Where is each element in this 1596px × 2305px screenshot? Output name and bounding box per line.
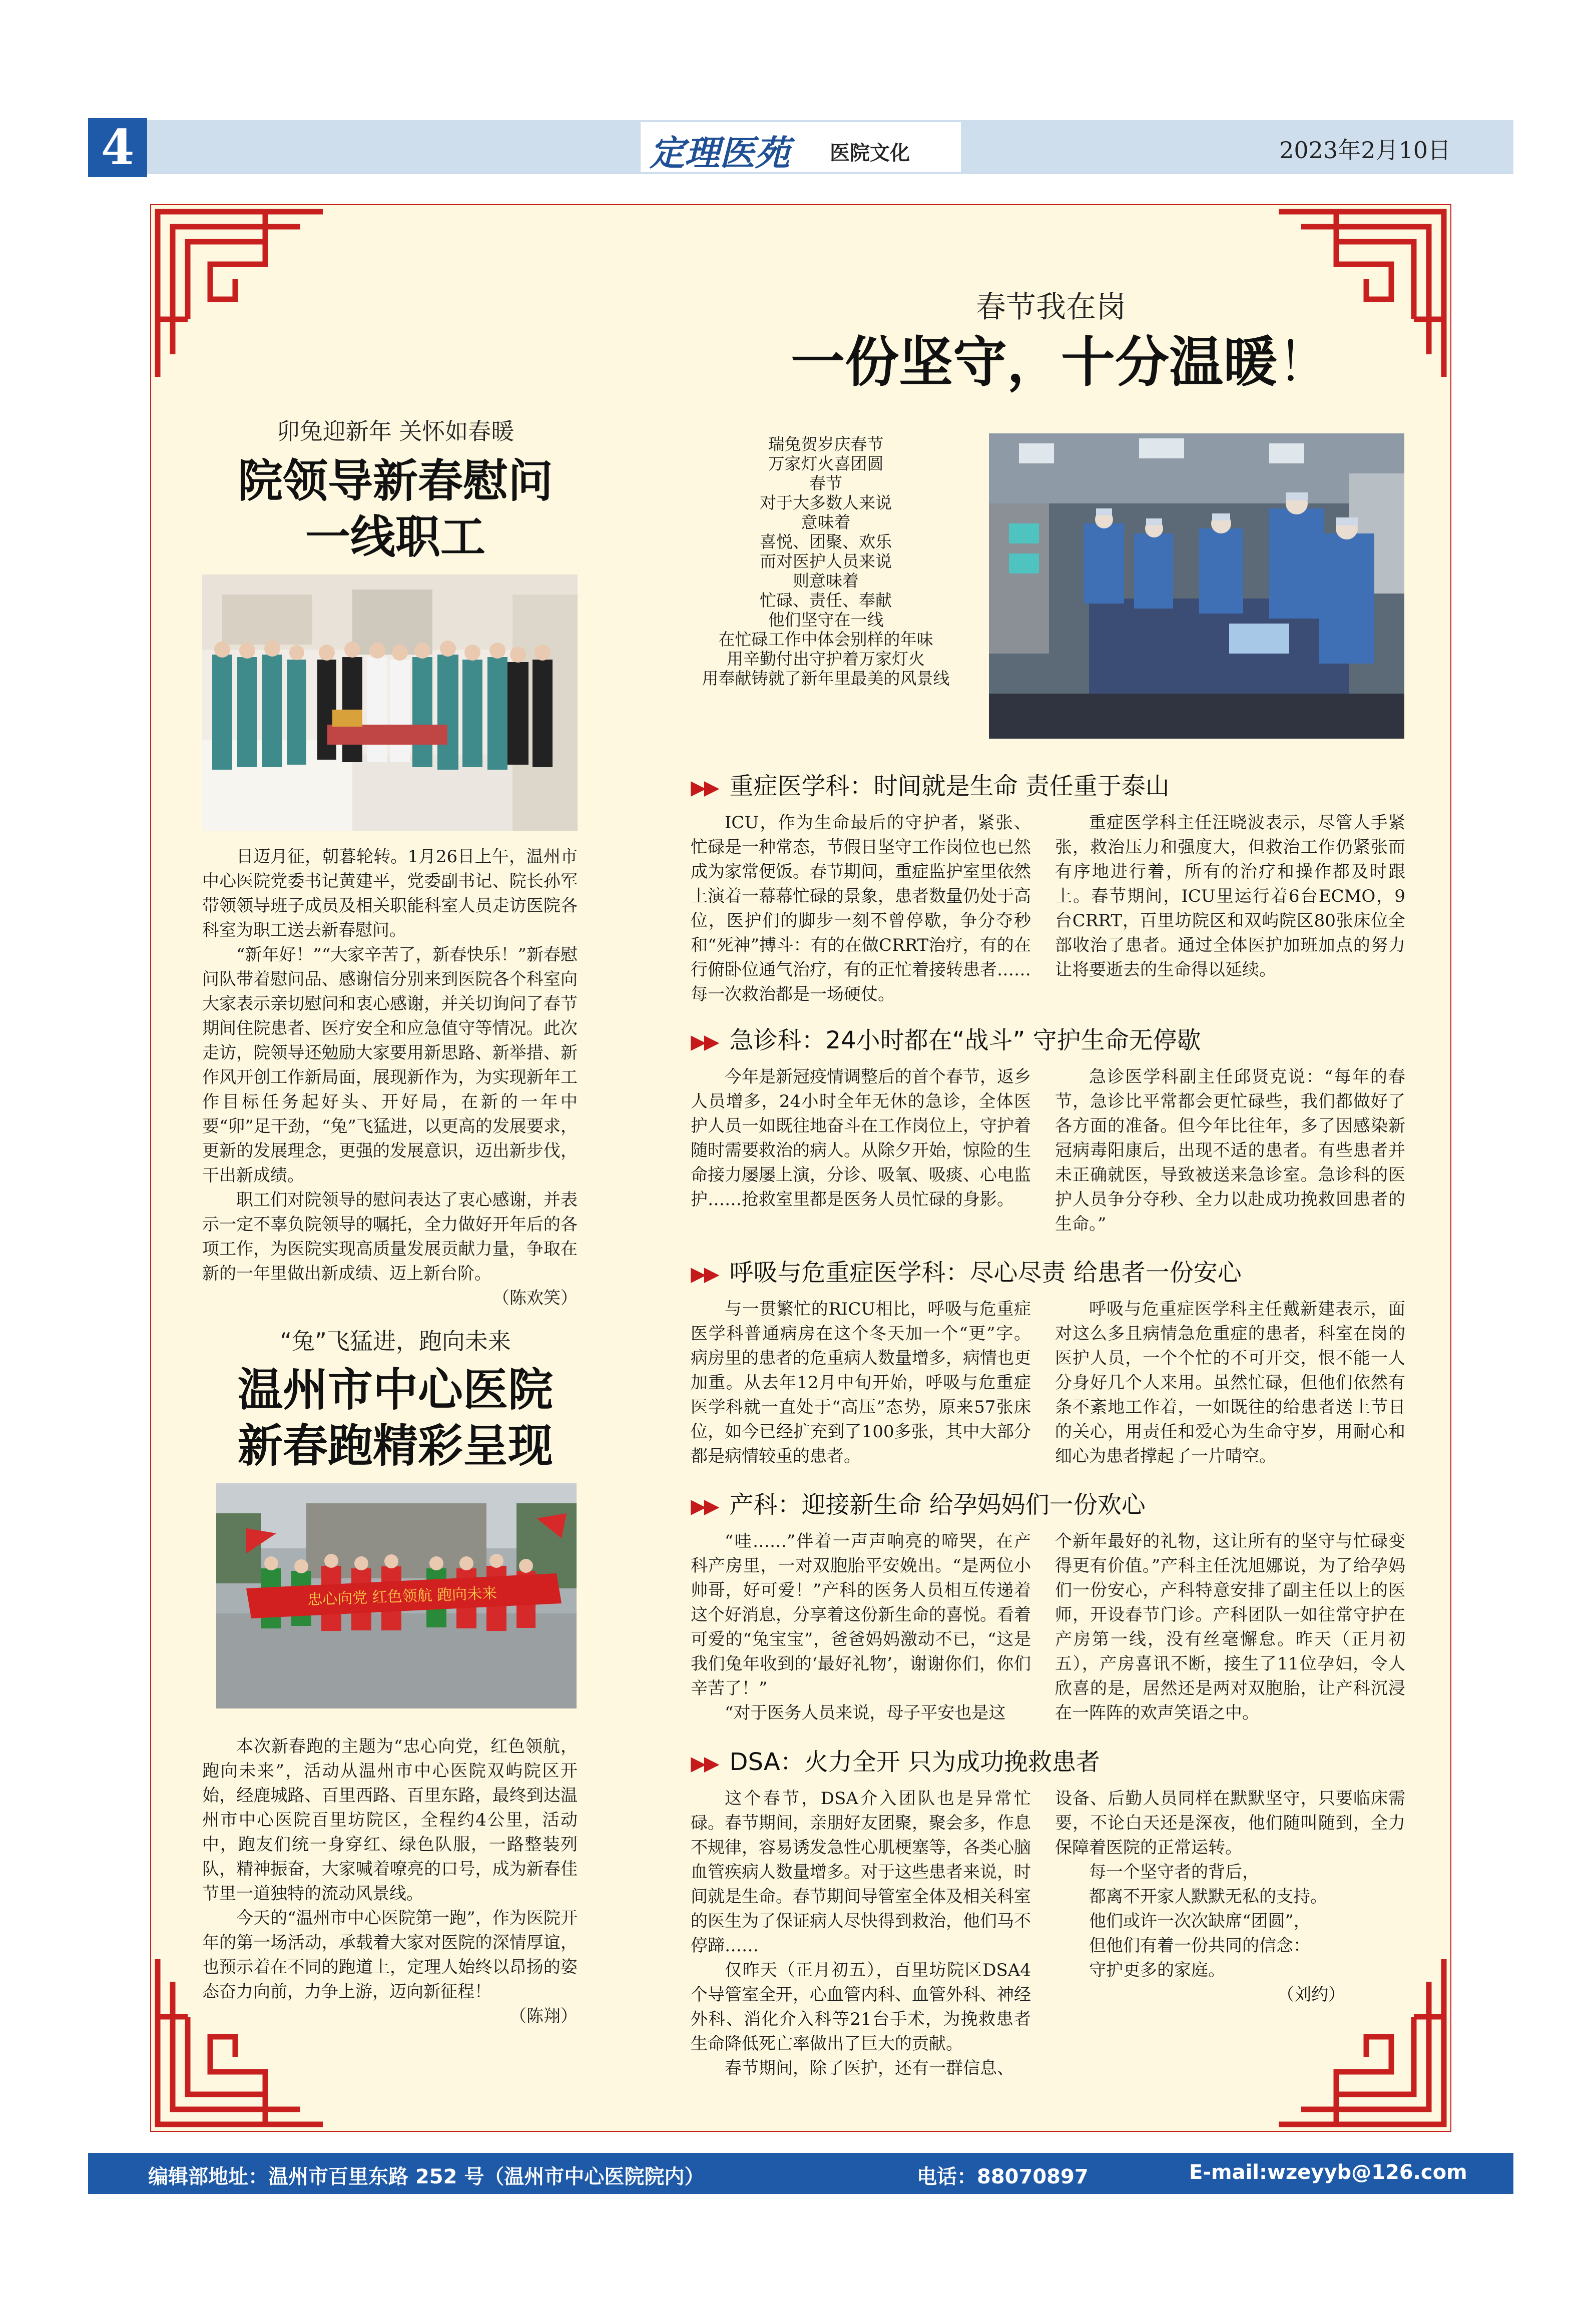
article1-kicker: 卯兔迎新年 关怀如春暖	[276, 418, 514, 445]
section-paragraph: 呼吸与危重症医学科主任戴新建表示，面对这么多且病情急危重症的患者，科室在岗的医护人员，一个个忙的不可开交，恨不能一人分身好几个人来用。虽然忙碌，但他们依然有条不紊地工作着，一如既往的给患者送上节日的关心，用责任和爱心为生命守岁，用耐心和细心为患者撑起了一片晴空。	[1055, 1299, 1405, 1466]
section-er-heading	[691, 1021, 1421, 1055]
article2-byline: （陈翔）	[509, 2006, 578, 2026]
feature-title-text: 一份坚守，十分温暖	[790, 331, 1277, 394]
closing-line: 守护更多的家庭。	[1089, 1960, 1225, 1980]
closing-line: 都离不开家人默默无私的支持。	[1089, 1887, 1327, 1907]
section-dsa-left	[691, 1787, 1031, 2081]
section-paragraph: “对于医务人员来说，母子平安也是这	[725, 1703, 1006, 1723]
footer-address: 编辑部地址：温州市百里东路 252 号（温州市中心医院院内）	[148, 2165, 705, 2188]
section-dsa-byline: （刘约）	[1277, 1985, 1345, 2005]
article1-paragraph: 日迈月征，朝暮轮转。1月26日上午，温州市中心医院党委书记黄建平，党委副书记、院长孙军带领领导班子成员及相关职能科室人员走访医院各科室为职工送去新春慰问。	[202, 847, 578, 940]
section-paragraph: “哇……”伴着一声声响亮的啼哭，在产科产房里，一对双胞胎平安娩出。“是两位小帅哥，好可爱！”产科的医务人员相互传递着这个好消息，分享着这份新生命的喜悦。看着可爱的“兔宝宝”，爸爸妈妈激动不已，“这是我们兔年收到的‘最好礼物’，谢谢你们，你们辛苦了！”	[691, 1531, 1031, 1698]
closing-line: 每一个坚守者的背后，	[1089, 1862, 1259, 1882]
article2-paragraph: 今天的“温州市中心医院第一跑”，作为医院开年的第一场活动，承载着大家对医院的深情厚谊，也预示着在不同的跑道上，定理人始终以昂扬的姿态奋力向前，力争上游，迈向新征程！	[202, 1908, 578, 2002]
section-name: 医院文化	[830, 142, 910, 165]
article1-paragraph: 职工们对院领导的慰问表达了衷心感谢，并表示一定不辜负院领导的嘱托，全力做好开年后的各项工作，为医院实现高质量发展贡献力量，争取在新的一年里做出新成绩、迈上新台阶。	[202, 1190, 578, 1284]
arrow-icon: ▶▶	[691, 776, 718, 799]
section-paragraph: 春节期间，除了医护，还有一群信息、	[725, 2058, 1014, 2078]
section-paragraph: 个新年最好的礼物，这让所有的坚守与忙碌变得更有价值。”产科主任沈旭娜说，为了给孕妈们一份安心，产科特意安排了副主任以上的医师，开设春节门诊。产科团队一如往常守护在产房第一线，没有丝毫懈怠。昨天（正月初五），产房喜讯不断，接生了11位孕妇，令人欣喜的是，居然还是两对双胞胎，让产科沉浸在一阵阵的欢声笑语之中。	[1055, 1531, 1405, 1723]
article2-title-line1: 温州市中心医院	[238, 1364, 553, 1416]
section-title: 产科：迎接新生命 给孕妈妈们一份欢心	[729, 1491, 1146, 1519]
section-er-left	[691, 1065, 1031, 1212]
poem-line: 用奉献铸就了新年里最美的风景线	[702, 669, 950, 688]
section-resp-heading	[691, 1253, 1421, 1288]
poem-line: 则意味着	[793, 571, 859, 591]
article2-kicker: “兔”飞猛进，跑向未来	[280, 1328, 511, 1355]
article1-photo	[202, 574, 578, 831]
section-icu-right	[1055, 811, 1405, 982]
article1-title-line1: 院领导新春慰问	[238, 455, 553, 507]
section-paragraph: ICU，作为生命最后的守护者，紧张、忙碌是一种常态，节假日坚守工作岗位也已然成为家常便饭。春节期间，重症监护室里依然上演着一幕幕忙碌的景象，患者数量仍处于高位，医护们的脚步一刻不曾停歇，争分夺秒和“死神”搏斗：有的在做CRRT治疗，有的在行俯卧位通气治疗，有的正忙着接转患者……每一次救治都是一场硬仗。	[691, 813, 1031, 1004]
closing-line: 他们或许一次次缺席“团圆”，	[1089, 1911, 1311, 1931]
feature-photo	[989, 433, 1404, 739]
section-paragraph: 设备、后勤人员同样在默默坚守，只要临床需要，不论白天还是深夜，他们随叫随到，全力保障着医院的正常运转。	[1055, 1789, 1405, 1858]
arrow-icon: ▶▶	[691, 1263, 718, 1286]
section-title: DSA：火力全开 只为成功挽救患者	[729, 1748, 1100, 1776]
corner-fret-top-left	[150, 204, 330, 384]
closing-verse	[1055, 1860, 1405, 1983]
article2-photo	[216, 1483, 577, 1708]
article2-paragraph: 本次新春跑的主题为“忠心向党，红色领航，跑向未来”，活动从温州市中心医院双屿院区开始，经鹿城路、百里西路、百里东路，最终到达温州市中心医院百里坊院区，全程约4公里，活动中，跑友们统一身穿红、绿色队服，一路整装列队，精神振奋，大家喊着嘹亮的口号，成为新春佳节里一道独特的流动风景线。	[202, 1737, 578, 1904]
arrow-icon: ▶▶	[691, 1030, 718, 1053]
feature-kicker: 春节我在岗	[976, 290, 1126, 325]
footer-phone: 电话：88070897	[917, 2165, 1089, 2188]
page-number: 4	[88, 118, 147, 177]
poem-line: 万家灯火喜团圆	[768, 454, 884, 473]
poem-line: 春节	[809, 473, 842, 493]
poem-line: 他们坚守在一线	[768, 610, 884, 630]
section-resp-right	[1055, 1297, 1405, 1469]
poem-line: 瑞兔贺岁庆春节	[768, 434, 884, 454]
feature-title-mark: ！	[1277, 331, 1332, 394]
masthead	[641, 122, 961, 172]
section-paragraph: 急诊医学科副主任邱贤克说：“每年的春节，急诊比平常都会更忙碌些，我们都做好了各方面的准备。但今年比往年，多了因感染新冠病毒阳康后，出现不适的患者。有些患者并未正确就医，导致被送来急诊室。急诊科的医护人员争分夺秒、全力以赴成功挽救回患者的生命。”	[1055, 1067, 1405, 1234]
poem-line: 而对医护人员来说	[760, 551, 892, 571]
section-dsa-heading	[691, 1743, 1421, 1777]
section-er-right	[1055, 1065, 1405, 1237]
poem-line: 意味着	[801, 512, 851, 532]
footer-bar	[88, 2153, 1513, 2194]
footer-email: E-mail:wzeyyb@126.com	[1189, 2161, 1467, 2184]
closing-line: 但他们有着一份共同的信念：	[1089, 1936, 1310, 1956]
feature-poem	[686, 434, 966, 688]
section-ob-left	[691, 1529, 1031, 1725]
feature-title	[721, 330, 1401, 395]
article2-title-line2: 新春跑精彩呈现	[238, 1420, 553, 1472]
poem-line: 在忙碌工作中体会别样的年味	[718, 630, 933, 649]
section-ob-right	[1055, 1529, 1405, 1725]
article1-paragraph: “新年好！”“大家辛苦了，新春快乐！”新春慰问队带着慰问品、感谢信分别来到医院各个科室向大家表示亲切慰问和衷心感谢，并关切询问了春节期间住院患者、医疗安全和应急值守等情况。此次走访，院领导还勉励大家要用新思路、新举措、新作风开创工作新局面，展现新作为，为实现新年工作目标任务起好头、开好局，在新的一年中要“卯”足干劲，“兔”飞猛进，以更高的发展要求，更新的发展理念，更强的发展意识，迈出新步伐，干出新成绩。	[202, 945, 578, 1186]
article2-body	[202, 1735, 578, 2029]
article1-body	[202, 845, 578, 1311]
poem-line: 喜悦、团聚、欢乐	[760, 532, 892, 551]
arrow-icon: ▶▶	[691, 1752, 718, 1775]
article1-title-line2: 一线职工	[305, 511, 485, 563]
issue-date: 2023年2月10日	[1279, 137, 1451, 164]
masthead-logo: 定理医苑	[650, 132, 790, 174]
section-paragraph: 重症医学科主任汪晓波表示，尽管人手紧张，救治压力和强度大，但救治工作仍紧张而有序地进行着，所有的治疗和操作都及时跟上。春节期间，ICU里运行着6台ECMO，9台CRRT，百里坊院区和双屿院区80张床位全部收治了患者。通过全体医护加班加点的努力让将要逝去的生命得以延续。	[1055, 813, 1405, 980]
section-ob-heading	[691, 1485, 1421, 1520]
poem-line: 用辛勤付出守护着万家灯火	[727, 649, 925, 669]
section-paragraph: 这个春节，DSA介入团队也是异常忙碌。春节期间，亲朋好友团聚，聚会多，作息不规律，容易诱发急性心肌梗塞等，各类心脑血管疾病人数量增多。对于这些患者来说，时间就是生命。春节期间导管室全体及相关科室的医生为了保证病人尽快得到救治，他们马不停蹄……	[691, 1789, 1031, 1956]
arrow-icon: ▶▶	[691, 1495, 718, 1518]
section-paragraph: 仅昨天（正月初五），百里坊院区DSA4个导管室全开，心血管内科、血管外科、神经外科、消化介入科等21台手术，为挽救患者生命降低死亡率做出了巨大的贡献。	[691, 1960, 1031, 2054]
section-title: 重症医学科：时间就是生命 责任重于泰山	[729, 772, 1170, 800]
section-dsa-right	[1055, 1787, 1405, 2007]
article1-byline: （陈欢笑）	[492, 1288, 578, 1308]
poem-line: 忙碌、责任、奉献	[760, 591, 892, 610]
banner-text: 忠心向党 红色领航 跑向未来	[307, 1584, 497, 1609]
section-icu-heading	[691, 767, 1421, 801]
section-paragraph: 今年是新冠疫情调整后的首个春节，返乡人员增多，24小时全年无休的急诊，全体医护人员一如既往地奋斗在工作岗位上，守护着随时需要救治的病人。从除夕开始，惊险的生命接力屡屡上演，分诊、吸氧、吸痰、心电监护……抢救室里都是医务人员忙碌的身影。	[691, 1067, 1031, 1210]
section-title: 急诊科：24小时都在“战斗” 守护生命无停歇	[729, 1026, 1201, 1054]
section-icu-left	[691, 811, 1031, 1007]
section-resp-left	[691, 1297, 1031, 1469]
poem-line: 对于大多数人来说	[760, 493, 892, 512]
section-paragraph: 与一贯繁忙的RICU相比，呼吸与危重症医学科普通病房在这个冬天加一个“更”字。病房里的患者的危重病人数量增多，病情也更加重。从去年12月中旬开始，呼吸与危重症医学科就一直处于“高压”态势，原来57张床位，如今已经扩充到了100多张，其中大部分都是病情较重的患者。	[691, 1299, 1031, 1466]
section-title: 呼吸与危重症医学科：尽心尽责 给患者一份安心	[729, 1259, 1242, 1287]
